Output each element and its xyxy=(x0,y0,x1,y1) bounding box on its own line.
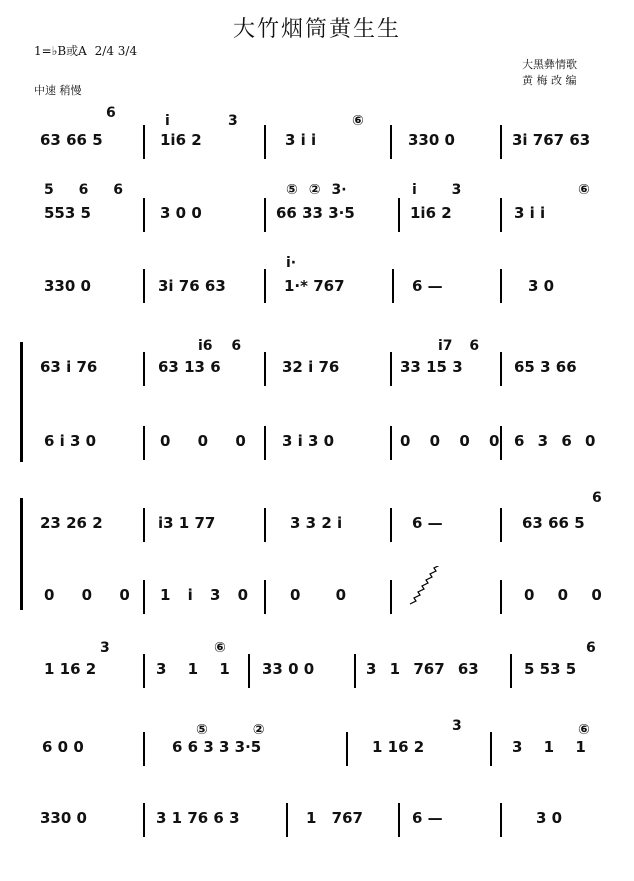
measure: 3 1 767 63 xyxy=(366,660,479,678)
barline xyxy=(264,352,266,386)
barline xyxy=(500,352,502,386)
barline xyxy=(500,803,502,837)
measure: 65 3 66 xyxy=(514,358,577,376)
measure: 33 0 0 xyxy=(262,660,315,678)
barline xyxy=(500,269,502,303)
barline xyxy=(143,732,145,766)
upper-note: 3 xyxy=(100,640,110,656)
barline xyxy=(510,654,512,688)
score-line-5 xyxy=(0,412,634,482)
barline xyxy=(500,580,502,614)
measure: 3 i 3 0 xyxy=(282,432,335,450)
score-line-3 xyxy=(0,255,634,325)
barline xyxy=(143,803,145,837)
measure: 6 6 3 3 3·5 xyxy=(172,738,262,756)
measure: 3 0 xyxy=(536,809,563,827)
measure: 1i6 2 xyxy=(410,204,452,222)
measure: 0 0 0 0 xyxy=(400,432,500,450)
barline xyxy=(264,508,266,542)
measure: 3 0 xyxy=(528,277,555,295)
measure: 3 1 76 6 3 xyxy=(156,809,240,827)
measure: 5 53 5 xyxy=(524,660,577,678)
key-signature xyxy=(34,42,137,59)
string-mark: ⑥ xyxy=(578,722,590,738)
score-line-10 xyxy=(0,795,634,865)
measure: 0 0 0 xyxy=(524,586,602,604)
barline xyxy=(143,426,145,460)
measure: 3i 76 63 xyxy=(158,277,226,295)
upper-note: i6 6 xyxy=(198,338,242,354)
barline xyxy=(390,426,392,460)
barline xyxy=(143,352,145,386)
measure: 3i 767 63 xyxy=(512,131,591,149)
measure: 6 i 3 0 xyxy=(44,432,97,450)
string-mark: ⑥ xyxy=(214,640,226,656)
upper-note: ⑤ ② 3· xyxy=(286,182,347,198)
barline xyxy=(143,198,145,232)
barline xyxy=(143,508,145,542)
upper-note: i 3 xyxy=(412,182,462,198)
barline xyxy=(392,269,394,303)
upper-note: 5 6 6 xyxy=(44,182,123,198)
barline xyxy=(286,803,288,837)
measure: 330 0 xyxy=(40,809,87,827)
measure: 3 1 1 xyxy=(512,738,586,756)
measure: 330 0 xyxy=(408,131,455,149)
score-line-9 xyxy=(0,718,634,788)
measure: 1 i 3 0 xyxy=(160,586,249,604)
measure: 63 66 5 xyxy=(40,131,103,149)
measure: 1i6 2 xyxy=(160,131,202,149)
upper-note: 6 xyxy=(106,105,116,121)
barline xyxy=(264,426,266,460)
measure: 1 16 2 xyxy=(44,660,97,678)
measure: 1 767 xyxy=(306,809,363,827)
measure: 6 — xyxy=(412,277,443,295)
measure: 0 0 xyxy=(290,586,347,604)
page-title: 大竹烟筒黄生生 xyxy=(232,17,401,42)
measure: 0 0 0 xyxy=(160,432,246,450)
score-line-2 xyxy=(0,178,634,248)
upper-note: 6 xyxy=(592,490,602,506)
barline xyxy=(500,508,502,542)
barline xyxy=(346,732,348,766)
score-line-7 xyxy=(0,566,634,636)
barline xyxy=(398,803,400,837)
measure: 6 3 6 0 xyxy=(514,432,596,450)
measure: 23 26 2 xyxy=(40,514,103,532)
barline xyxy=(500,426,502,460)
upper-note: i xyxy=(165,113,170,129)
measure: 63 13 6 xyxy=(158,358,221,376)
measure: 3 i i xyxy=(514,204,546,222)
barline xyxy=(500,198,502,232)
barline xyxy=(264,125,266,159)
barline xyxy=(390,125,392,159)
attribution-arranger: 黄 梅 改 编 xyxy=(522,74,577,87)
measure: 33 15 3 xyxy=(400,358,463,376)
measure: 3 i i xyxy=(285,131,317,149)
measure: 66 33 3·5 xyxy=(276,204,355,222)
measure: 553 5 xyxy=(44,204,91,222)
measure: i3 1 77 xyxy=(158,514,216,532)
upper-note: i7 6 xyxy=(438,338,480,354)
attribution-source: 大黑彝情歌 xyxy=(522,58,577,71)
measure: 3 3 2 i xyxy=(290,514,343,532)
measure: 6 0 0 xyxy=(42,738,84,756)
measure: 330 0 xyxy=(44,277,91,295)
barline xyxy=(143,654,145,688)
key-label: 1=♭B或A xyxy=(34,44,87,58)
string-mark: ⑥ xyxy=(352,113,364,129)
measure: 1·* 767 xyxy=(284,277,345,295)
barline xyxy=(490,732,492,766)
string-mark: ⑤ ② xyxy=(196,722,265,738)
upper-note: 3 xyxy=(228,113,238,129)
measure: 6 — xyxy=(412,514,443,532)
measure: 32 i 76 xyxy=(282,358,340,376)
score-line-4 xyxy=(0,332,634,402)
measure: 6 — xyxy=(412,809,443,827)
measure: 63 i 76 xyxy=(40,358,98,376)
time-signature: 2/4 3/4 xyxy=(94,44,138,58)
string-mark: ⑥ xyxy=(578,182,590,198)
measure: 3 0 0 xyxy=(160,204,202,222)
measure: 3 1 1 xyxy=(156,660,230,678)
barline xyxy=(264,269,266,303)
tempo-marking: 中速 稍慢 xyxy=(34,84,82,97)
measure: 63 66 5 xyxy=(522,514,585,532)
upper-note: 6 xyxy=(586,640,596,656)
barline xyxy=(398,198,400,232)
barline xyxy=(500,125,502,159)
barline xyxy=(248,654,250,688)
score-line-6 xyxy=(0,488,634,558)
barline xyxy=(354,654,356,688)
measure: 0 0 0 xyxy=(44,586,130,604)
barline xyxy=(390,508,392,542)
barline xyxy=(143,269,145,303)
upper-note: i· xyxy=(286,255,297,271)
barline xyxy=(390,352,392,386)
score-line-1 xyxy=(0,105,634,175)
barline xyxy=(264,198,266,232)
upper-note: 3 xyxy=(452,718,462,734)
score-line-8 xyxy=(0,640,634,710)
barline xyxy=(143,125,145,159)
measure: 1 16 2 xyxy=(372,738,425,756)
